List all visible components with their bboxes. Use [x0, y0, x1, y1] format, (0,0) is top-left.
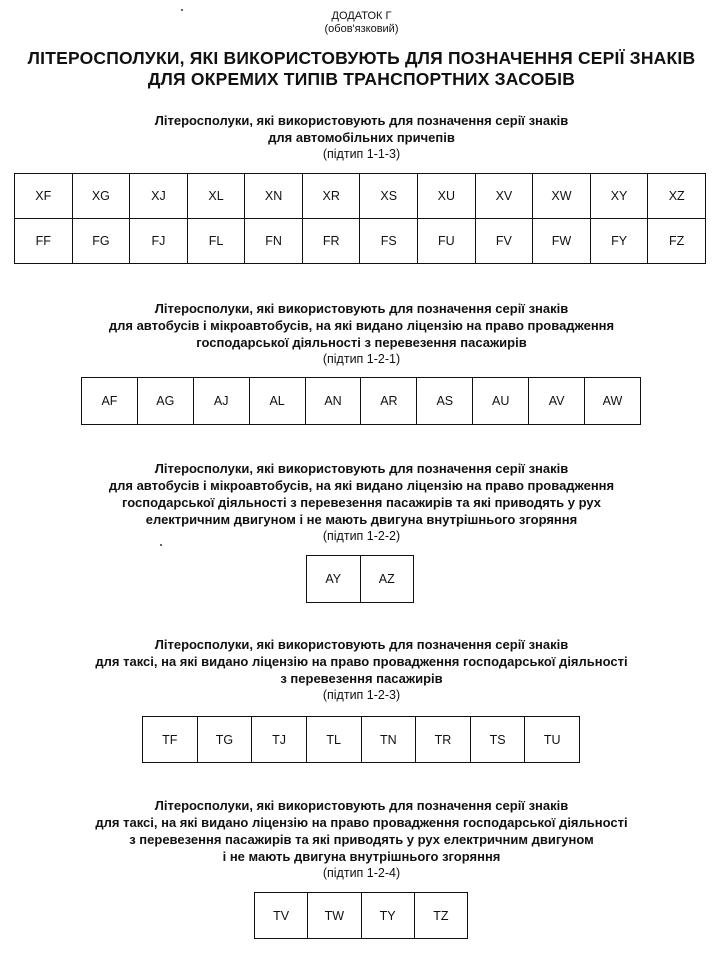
letter-code-table-electric-buses — [306, 555, 414, 603]
heading-line: для автомобільних причепів — [268, 130, 455, 145]
letter-code-cell: TF — [143, 717, 198, 763]
letter-code-cell: XS — [360, 174, 418, 219]
scan-speck — [160, 544, 162, 546]
letter-code-cell: XL — [187, 174, 245, 219]
letter-code-cell: AW — [585, 378, 641, 425]
letter-code-cell: AU — [473, 378, 529, 425]
table-row — [15, 174, 706, 219]
letter-code-cell: FN — [245, 219, 303, 264]
heading-line: з перевезення пасажирів — [280, 671, 443, 686]
heading-line: для таксі, на які видано ліцензію на право провадження господарської діяльності — [95, 815, 628, 830]
letter-code-cell: TN — [361, 717, 416, 763]
heading-line: електричним двигуном і не мають двигуна внутрішнього згоряння — [145, 512, 578, 527]
scan-speck — [181, 9, 183, 11]
table-row — [143, 717, 580, 763]
heading-line: з перевезення пасажирів та які приводять у рух електричним двигуном — [129, 832, 594, 847]
letter-code-table-buses — [81, 377, 641, 425]
heading-line: Літеросполуки, які використовують для позначення серії знаків — [154, 798, 569, 813]
letter-code-cell: AZ — [360, 556, 414, 603]
heading-line: Літеросполуки, які використовують для позначення серії знаків — [154, 461, 569, 476]
letter-code-cell: TR — [416, 717, 471, 763]
letter-code-cell: FG — [72, 219, 130, 264]
letter-code-cell: XR — [302, 174, 360, 219]
section-heading-trailers — [0, 112, 723, 163]
appendix-header — [0, 10, 723, 36]
subtype-label: (підтип 1-2-3) — [322, 688, 401, 702]
letter-code-cell: TV — [255, 893, 308, 939]
heading-line: господарської діяльності з перевезення пасажирів та які приводять у рух — [122, 495, 601, 510]
letter-code-cell: FW — [533, 219, 591, 264]
letter-code-cell: FS — [360, 219, 418, 264]
section-heading-buses — [0, 300, 723, 368]
subtype-label: (підтип 1-2-2) — [322, 529, 401, 543]
letter-code-cell: FL — [187, 219, 245, 264]
letter-code-cell: XN — [245, 174, 303, 219]
subtype-label: (підтип 1-2-4) — [322, 866, 401, 880]
letter-code-cell: TY — [361, 893, 414, 939]
letter-code-cell: XG — [72, 174, 130, 219]
letter-code-cell: XZ — [648, 174, 706, 219]
letter-code-cell: XF — [15, 174, 73, 219]
heading-line: Літеросполуки, які використовують для позначення серії знаків — [154, 113, 569, 128]
letter-code-cell: TL — [306, 717, 361, 763]
letter-code-cell: AR — [361, 378, 417, 425]
letter-code-cell: TS — [470, 717, 525, 763]
letter-code-cell: XW — [533, 174, 591, 219]
document-title-line-2: ДЛЯ ОКРЕМИХ ТИПІВ ТРАНСПОРТНИХ ЗАСОБІВ — [147, 69, 576, 89]
letter-code-cell: TU — [525, 717, 580, 763]
table-row — [15, 219, 706, 264]
document-title-line-1: ЛІТЕРОСПОЛУКИ, ЯКІ ВИКОРИСТОВУЮТЬ ДЛЯ ПОЗНАЧЕННЯ СЕРІЇ ЗНАКІВ — [27, 48, 696, 68]
letter-code-cell: AG — [137, 378, 193, 425]
letter-code-table-trailers — [14, 173, 706, 264]
section-heading-electric-taxis — [0, 797, 723, 882]
letter-code-cell: FY — [590, 219, 648, 264]
document-title — [0, 48, 723, 90]
letter-code-cell: FJ — [130, 219, 188, 264]
letter-code-cell: TG — [197, 717, 252, 763]
heading-line: Літеросполуки, які використовують для позначення серії знаків — [154, 637, 569, 652]
letter-code-cell: FZ — [648, 219, 706, 264]
letter-code-cell: AJ — [193, 378, 249, 425]
letter-code-table-electric-taxis — [254, 892, 468, 939]
letter-code-cell: AV — [529, 378, 585, 425]
heading-line: і не мають двигуна внутрішнього згоряння — [222, 849, 501, 864]
heading-line: для автобусів і мікроавтобусів, на які видано ліцензію на право провадження — [108, 318, 615, 333]
appendix-label: ДОДАТОК Г — [331, 10, 392, 22]
table-row — [255, 893, 468, 939]
table-row — [82, 378, 641, 425]
section-heading-taxis — [0, 636, 723, 704]
heading-line: для таксі, на які видано ліцензію на право провадження господарської діяльності — [95, 654, 628, 669]
letter-code-cell: TJ — [252, 717, 307, 763]
subtype-label: (підтип 1-1-3) — [322, 147, 401, 161]
subtype-label: (підтип 1-2-1) — [322, 352, 401, 366]
letter-code-cell: AS — [417, 378, 473, 425]
heading-line: господарської діяльності з перевезення пасажирів — [196, 335, 527, 350]
appendix-note: (обов'язковий) — [324, 23, 399, 35]
letter-code-cell: TZ — [414, 893, 467, 939]
letter-code-cell: XV — [475, 174, 533, 219]
letter-code-cell: FR — [302, 219, 360, 264]
section-heading-electric-buses — [0, 460, 723, 545]
letter-code-cell: XJ — [130, 174, 188, 219]
letter-code-cell: XY — [590, 174, 648, 219]
letter-code-cell: TW — [308, 893, 361, 939]
letter-code-cell: AF — [82, 378, 138, 425]
table-row — [307, 556, 414, 603]
heading-line: Літеросполуки, які використовують для позначення серії знаків — [154, 301, 569, 316]
letter-code-cell: AN — [305, 378, 361, 425]
letter-code-cell: FF — [15, 219, 73, 264]
letter-code-cell: XU — [418, 174, 476, 219]
letter-code-cell: FU — [418, 219, 476, 264]
letter-code-cell: AL — [249, 378, 305, 425]
letter-code-cell: AY — [307, 556, 361, 603]
letter-code-cell: FV — [475, 219, 533, 264]
letter-code-table-taxis — [142, 716, 580, 763]
heading-line: для автобусів і мікроавтобусів, на які видано ліцензію на право провадження — [108, 478, 615, 493]
